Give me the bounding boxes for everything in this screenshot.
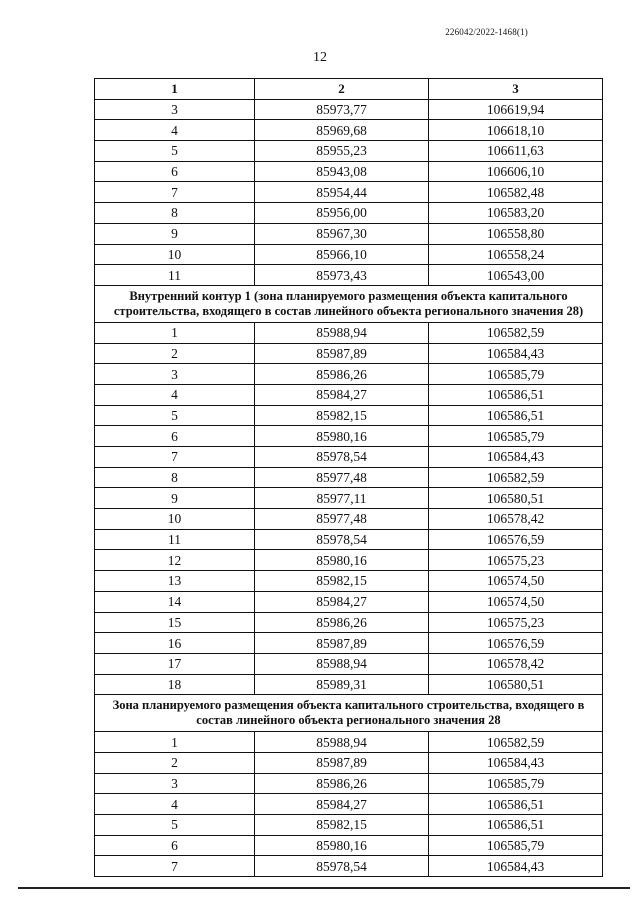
- table-row: [95, 223, 603, 244]
- section-title: Внутренний контур 1 (зона планируемого размещения объекта капитального строительства, входящего в состав линейного объекта регионального значения 28): [95, 285, 603, 322]
- x-coordinate-cell: 85980,16: [255, 835, 429, 856]
- y-coordinate-cell: 106586,51: [429, 794, 603, 815]
- point-number-cell: 1: [95, 732, 255, 753]
- y-coordinate-cell: 106558,24: [429, 244, 603, 265]
- point-number-cell: 5: [95, 815, 255, 836]
- table-row: [95, 571, 603, 592]
- point-number-cell: 1: [95, 322, 255, 343]
- table-row: [95, 161, 603, 182]
- x-coordinate-cell: 85973,77: [255, 99, 429, 120]
- x-coordinate-cell: 85980,16: [255, 550, 429, 571]
- point-number-cell: 7: [95, 182, 255, 203]
- y-coordinate-cell: 106619,94: [429, 99, 603, 120]
- x-coordinate-cell: 85967,30: [255, 223, 429, 244]
- point-number-cell: 8: [95, 203, 255, 224]
- point-number-cell: 3: [95, 773, 255, 794]
- y-coordinate-cell: 106584,43: [429, 343, 603, 364]
- point-number-cell: 7: [95, 856, 255, 877]
- y-coordinate-cell: 106580,51: [429, 488, 603, 509]
- point-number-cell: 5: [95, 405, 255, 426]
- x-coordinate-cell: 85988,94: [255, 732, 429, 753]
- x-coordinate-cell: 85988,94: [255, 653, 429, 674]
- table-row: [95, 773, 603, 794]
- x-coordinate-cell: 85978,54: [255, 447, 429, 468]
- document-number: 226042/2022-1468(1): [445, 27, 528, 37]
- point-number-cell: 3: [95, 99, 255, 120]
- point-number-cell: 7: [95, 447, 255, 468]
- y-coordinate-cell: 106606,10: [429, 161, 603, 182]
- y-coordinate-cell: 106584,43: [429, 752, 603, 773]
- x-coordinate-cell: 85956,00: [255, 203, 429, 224]
- x-coordinate-cell: 85973,43: [255, 265, 429, 286]
- y-coordinate-cell: 106586,51: [429, 405, 603, 426]
- y-coordinate-cell: 106575,23: [429, 612, 603, 633]
- table-row: [95, 244, 603, 265]
- y-coordinate-cell: 106582,59: [429, 732, 603, 753]
- y-coordinate-cell: 106543,00: [429, 265, 603, 286]
- y-coordinate-cell: 106582,48: [429, 182, 603, 203]
- x-coordinate-cell: 85943,08: [255, 161, 429, 182]
- table-row: [95, 141, 603, 162]
- table-row: [95, 322, 603, 343]
- point-number-cell: 4: [95, 794, 255, 815]
- table-row: [95, 384, 603, 405]
- table-row: [95, 815, 603, 836]
- table-row: [95, 612, 603, 633]
- y-coordinate-cell: 106584,43: [429, 856, 603, 877]
- table-row: [95, 752, 603, 773]
- x-coordinate-cell: 85987,89: [255, 633, 429, 654]
- point-number-cell: 9: [95, 223, 255, 244]
- table-row: [95, 633, 603, 654]
- page-number: 12: [313, 50, 327, 65]
- x-coordinate-cell: 85966,10: [255, 244, 429, 265]
- y-coordinate-cell: 106618,10: [429, 120, 603, 141]
- table-row: [95, 182, 603, 203]
- table-row: [95, 591, 603, 612]
- point-number-cell: 6: [95, 426, 255, 447]
- y-coordinate-cell: 106583,20: [429, 203, 603, 224]
- x-coordinate-cell: 85980,16: [255, 426, 429, 447]
- point-number-cell: 2: [95, 752, 255, 773]
- y-coordinate-cell: 106576,59: [429, 633, 603, 654]
- table-body: [95, 99, 603, 876]
- point-number-cell: 12: [95, 550, 255, 571]
- y-coordinate-cell: 106578,42: [429, 509, 603, 530]
- point-number-cell: 10: [95, 244, 255, 265]
- table-row: [95, 343, 603, 364]
- x-coordinate-cell: 85982,15: [255, 571, 429, 592]
- y-coordinate-cell: 106576,59: [429, 529, 603, 550]
- point-number-cell: 2: [95, 343, 255, 364]
- point-number-cell: 13: [95, 571, 255, 592]
- x-coordinate-cell: 85984,27: [255, 384, 429, 405]
- table-row: [95, 732, 603, 753]
- point-number-cell: 15: [95, 612, 255, 633]
- table-row: [95, 203, 603, 224]
- x-coordinate-cell: 85977,48: [255, 509, 429, 530]
- table-row: [95, 550, 603, 571]
- y-coordinate-cell: 106586,51: [429, 815, 603, 836]
- table-row: [95, 265, 603, 286]
- y-coordinate-cell: 106585,79: [429, 426, 603, 447]
- coordinates-table: [94, 78, 603, 877]
- x-coordinate-cell: 85982,15: [255, 815, 429, 836]
- table-row: [95, 447, 603, 468]
- x-coordinate-cell: 85984,27: [255, 794, 429, 815]
- x-coordinate-cell: 85984,27: [255, 591, 429, 612]
- y-coordinate-cell: 106585,79: [429, 364, 603, 385]
- table-header-row: [95, 79, 603, 100]
- table-row: [95, 426, 603, 447]
- column-header-x: 2: [255, 79, 429, 100]
- table-row: [95, 529, 603, 550]
- y-coordinate-cell: 106558,80: [429, 223, 603, 244]
- y-coordinate-cell: 106585,79: [429, 773, 603, 794]
- table-row: [95, 99, 603, 120]
- point-number-cell: 5: [95, 141, 255, 162]
- y-coordinate-cell: 106575,23: [429, 550, 603, 571]
- x-coordinate-cell: 85989,31: [255, 674, 429, 695]
- point-number-cell: 4: [95, 120, 255, 141]
- x-coordinate-cell: 85977,11: [255, 488, 429, 509]
- x-coordinate-cell: 85987,89: [255, 752, 429, 773]
- table-row: [95, 835, 603, 856]
- y-coordinate-cell: 106611,63: [429, 141, 603, 162]
- y-coordinate-cell: 106580,51: [429, 674, 603, 695]
- table-row: [95, 405, 603, 426]
- x-coordinate-cell: 85986,26: [255, 364, 429, 385]
- point-number-cell: 3: [95, 364, 255, 385]
- table-row: [95, 488, 603, 509]
- y-coordinate-cell: 106574,50: [429, 591, 603, 612]
- column-header-point: 1: [95, 79, 255, 100]
- table-row: [95, 509, 603, 530]
- x-coordinate-cell: 85982,15: [255, 405, 429, 426]
- section-title: Зона планируемого размещения объекта капитального строительства, входящего в состав линейного объекта регионального значения 28: [95, 695, 603, 732]
- table-row: [95, 120, 603, 141]
- point-number-cell: 16: [95, 633, 255, 654]
- table-row: [95, 674, 603, 695]
- y-coordinate-cell: 106574,50: [429, 571, 603, 592]
- column-header-y: 3: [429, 79, 603, 100]
- y-coordinate-cell: 106586,51: [429, 384, 603, 405]
- x-coordinate-cell: 85955,23: [255, 141, 429, 162]
- x-coordinate-cell: 85969,68: [255, 120, 429, 141]
- point-number-cell: 18: [95, 674, 255, 695]
- table-row: [95, 653, 603, 674]
- point-number-cell: 8: [95, 467, 255, 488]
- x-coordinate-cell: 85978,54: [255, 856, 429, 877]
- point-number-cell: 11: [95, 265, 255, 286]
- y-coordinate-cell: 106578,42: [429, 653, 603, 674]
- point-number-cell: 6: [95, 161, 255, 182]
- table-row: [95, 467, 603, 488]
- y-coordinate-cell: 106582,59: [429, 322, 603, 343]
- x-coordinate-cell: 85977,48: [255, 467, 429, 488]
- section-header-row: [95, 695, 603, 732]
- x-coordinate-cell: 85986,26: [255, 773, 429, 794]
- table-row: [95, 794, 603, 815]
- point-number-cell: 6: [95, 835, 255, 856]
- table-row: [95, 364, 603, 385]
- x-coordinate-cell: 85954,44: [255, 182, 429, 203]
- x-coordinate-cell: 85986,26: [255, 612, 429, 633]
- bottom-rule: [18, 887, 630, 889]
- point-number-cell: 14: [95, 591, 255, 612]
- point-number-cell: 17: [95, 653, 255, 674]
- x-coordinate-cell: 85987,89: [255, 343, 429, 364]
- x-coordinate-cell: 85978,54: [255, 529, 429, 550]
- point-number-cell: 11: [95, 529, 255, 550]
- point-number-cell: 10: [95, 509, 255, 530]
- table-row: [95, 856, 603, 877]
- y-coordinate-cell: 106585,79: [429, 835, 603, 856]
- y-coordinate-cell: 106584,43: [429, 447, 603, 468]
- point-number-cell: 9: [95, 488, 255, 509]
- section-header-row: [95, 285, 603, 322]
- x-coordinate-cell: 85988,94: [255, 322, 429, 343]
- y-coordinate-cell: 106582,59: [429, 467, 603, 488]
- point-number-cell: 4: [95, 384, 255, 405]
